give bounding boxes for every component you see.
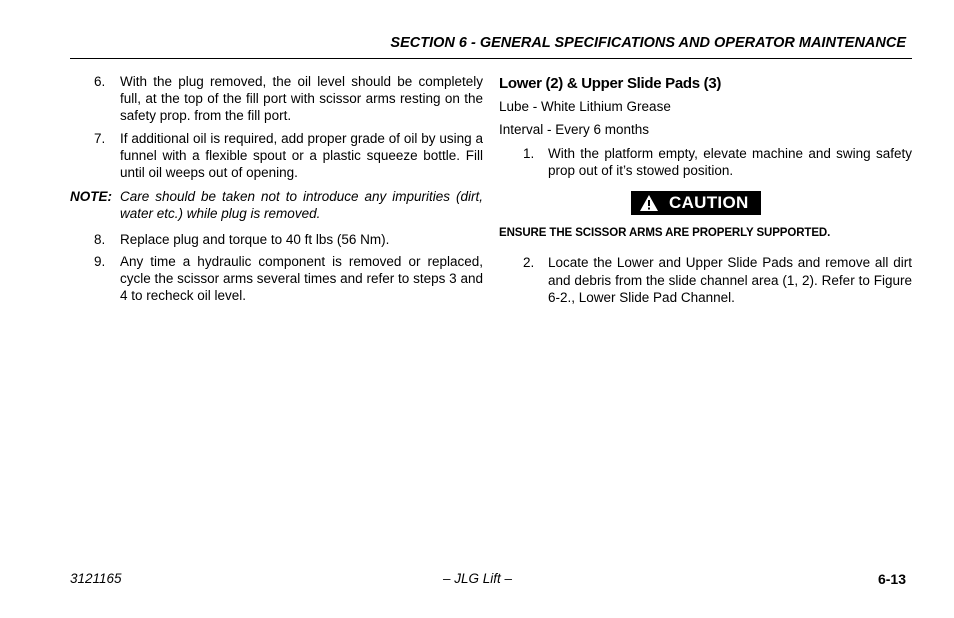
- step-number: 1.: [523, 145, 535, 161]
- step-number: 7.: [94, 130, 106, 146]
- footer-page-number: 6-13: [877, 571, 906, 587]
- step-number: 9.: [94, 253, 106, 269]
- header-rule: [70, 58, 912, 59]
- footer-center-text: – JLG Lift –: [443, 571, 513, 586]
- step-number: 8.: [94, 231, 106, 247]
- section-title: SECTION 6 - GENERAL SPECIFICATIONS AND OPERATOR MAINTENANCE: [390, 35, 906, 51]
- step-number: 6.: [94, 74, 106, 89]
- step-item: [499, 145, 912, 179]
- step-text: Replace plug and torque to 40 ft lbs (56 Nm).: [120, 231, 390, 247]
- lube-line: Lube - White Lithium Grease: [499, 99, 671, 115]
- step-number: 2.: [523, 255, 535, 271]
- step-text: Locate the Lower and Upper Slide Pads and remove all dirt and debris from the slide channel area (1, 2). Refer to Figure 6-2., Lower Slide Pad Channel.: [548, 255, 912, 305]
- step-text: With the platform empty, elevate machine and swing safety prop out of it’s stowed position.: [548, 145, 912, 178]
- warning-triangle-icon: [639, 194, 659, 212]
- note-label: NOTE:: [70, 189, 112, 205]
- interval-line: Interval - Every 6 months: [499, 122, 650, 138]
- step-text: Any time a hydraulic component is removed or replaced, cycle the scissor arms several times and refer to steps 3 and 4 to recheck oil level.: [120, 253, 483, 304]
- step-text: With the plug removed, the oil level should be completely full, at the top of the fill port with scissor arms resting on the safety prop. from the fill port.: [120, 74, 483, 124]
- step-item: [70, 253, 483, 305]
- step-text: If additional oil is required, add proper grade of oil by using a funnel with a flexible spout or a plastic squeeze bottle. Fill until oil weeps out of opening.: [120, 130, 483, 181]
- right-column: [499, 73, 912, 306]
- step-item: [70, 73, 483, 125]
- caution-label: CAUTION: [669, 193, 749, 213]
- subsection-heading: Lower (2) & Upper Slide Pads (3): [499, 75, 722, 92]
- caution-wrap: [631, 191, 912, 216]
- step-item: [499, 254, 912, 306]
- note-text: Care should be taken not to introduce any impurities (dirt, water etc.) while plug is removed.: [120, 189, 483, 222]
- left-column: [70, 73, 483, 309]
- step-item: [70, 130, 483, 182]
- caution-message: ENSURE THE SCISSOR ARMS ARE PROPERLY SUPPORTED.: [499, 227, 831, 240]
- note-block: [70, 188, 483, 222]
- footer-doc-number: 3121165: [70, 571, 122, 586]
- step-item: [70, 231, 483, 248]
- caution-banner: [631, 191, 761, 215]
